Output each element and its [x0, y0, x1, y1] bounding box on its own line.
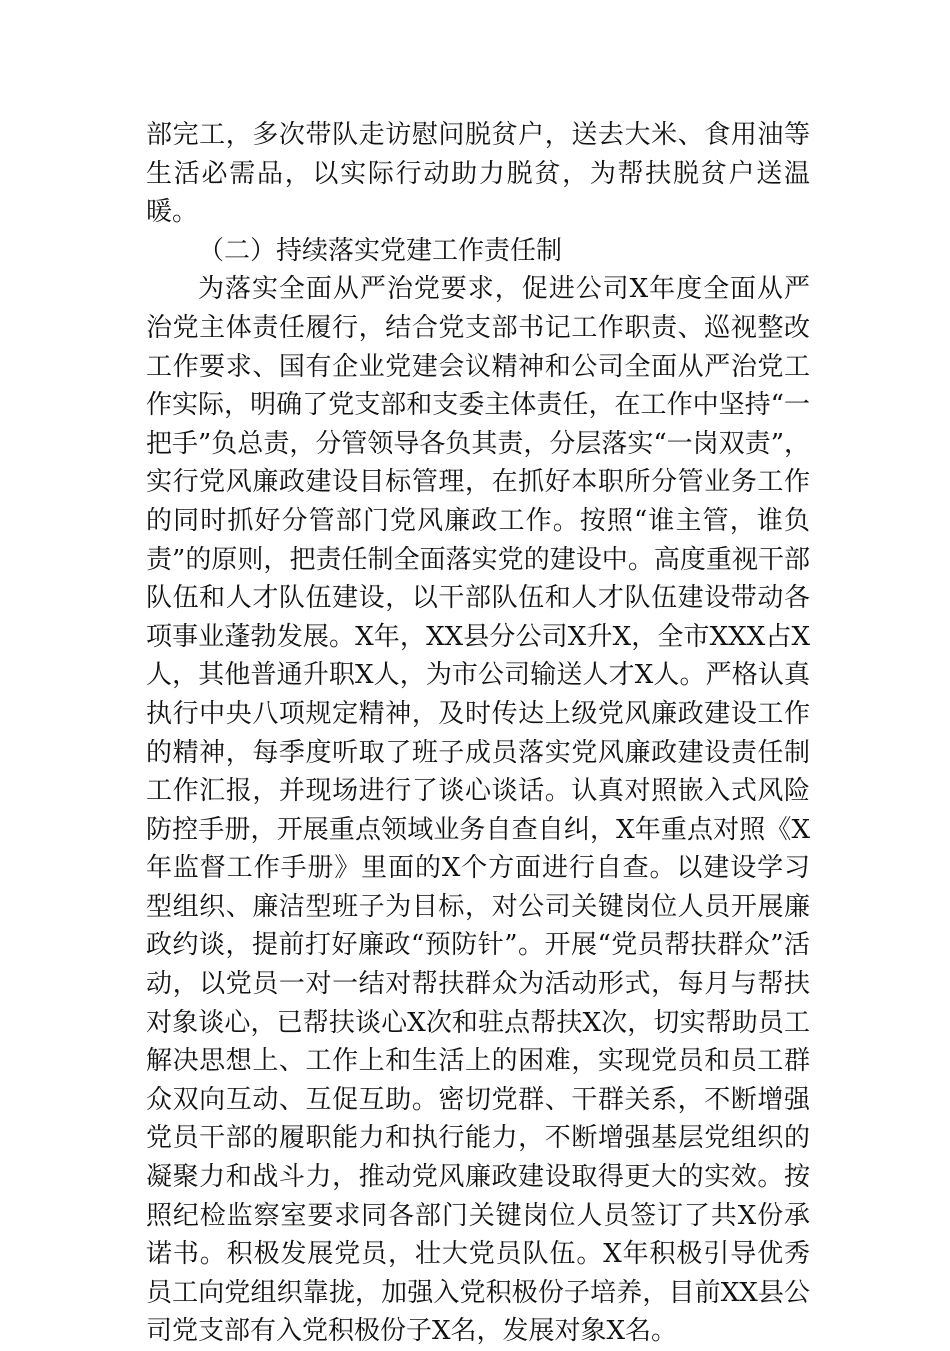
document-body [146, 116, 810, 1351]
paragraph-continued: 部完工，多次带队走访慰问脱贫户，送去大米、食用油等生活必需品，以实际行动助力脱贫，为帮扶脱贫户送温暖。 [146, 120, 810, 228]
paragraph-main: 为落实全面从严治党要求，促进公司X年度全面从严治党主体责任履行，结合党支部书记工作职责、巡视整改工作要求、国有企业党建会议精神和公司全面从严治党工作实际，明确了党支部和支委主体责任，在工作中坚持“一把手”负总责，分管领导各负其责，分层落实“一岗双责”，实行党风廉政建设目标管理，在抓好本职所分管业务工作的同时抓好分管部门党风廉政工作。按照“谁主管，谁负责”的原则，把责任制全面落实党的建设中。高度重视干部队伍和人才队伍建设，以干部队伍和人才队伍建设带动各项事业蓬勃发展。X年，XX县分公司X升X，全市XXX占X人，其他普通升职X人，为市公司输送人才X人。严格认真执行中央八项规定精神，及时传达上级党风廉政建设工作的精神，每季度听取了班子成员落实党风廉政建设责任制工作汇报，并现场进行了谈心谈话。认真对照嵌入式风险防控手册，开展重点领域业务自查自纠，X年重点对照《X年监督工作手册》里面的X个方面进行自查。以建设学习型组织、廉洁型班子为目标，对公司关键岗位人员开展廉政约谈，提前打好廉政“预防针”。开展“党员帮扶群众”活动，以党员一对一结对帮扶群众为活动形式，每月与帮扶对象谈心，已帮扶谈心X次和驻点帮扶X次，切实帮助员工解决思想上、工作上和生活上的困难，实现党员和员工群众双向互动、互促互助。密切党群、干群关系，不断增强党员干部的履职能力和执行能力，不断增强基层党组织的凝聚力和战斗力，推动党风廉政建设取得更大的实效。按照纪检监察室要求同各部门关键岗位人员签订了共X份承诺书。积极发展党员，壮大党员队伍。X年积极引导优秀员工向党组织靠拢，加强入党积极份子培养，目前XX县公司党支部有入党积极份子X名，发展对象X名。 [146, 274, 810, 1347]
section-heading: （二）持续落实党建工作责任制 [198, 235, 563, 266]
